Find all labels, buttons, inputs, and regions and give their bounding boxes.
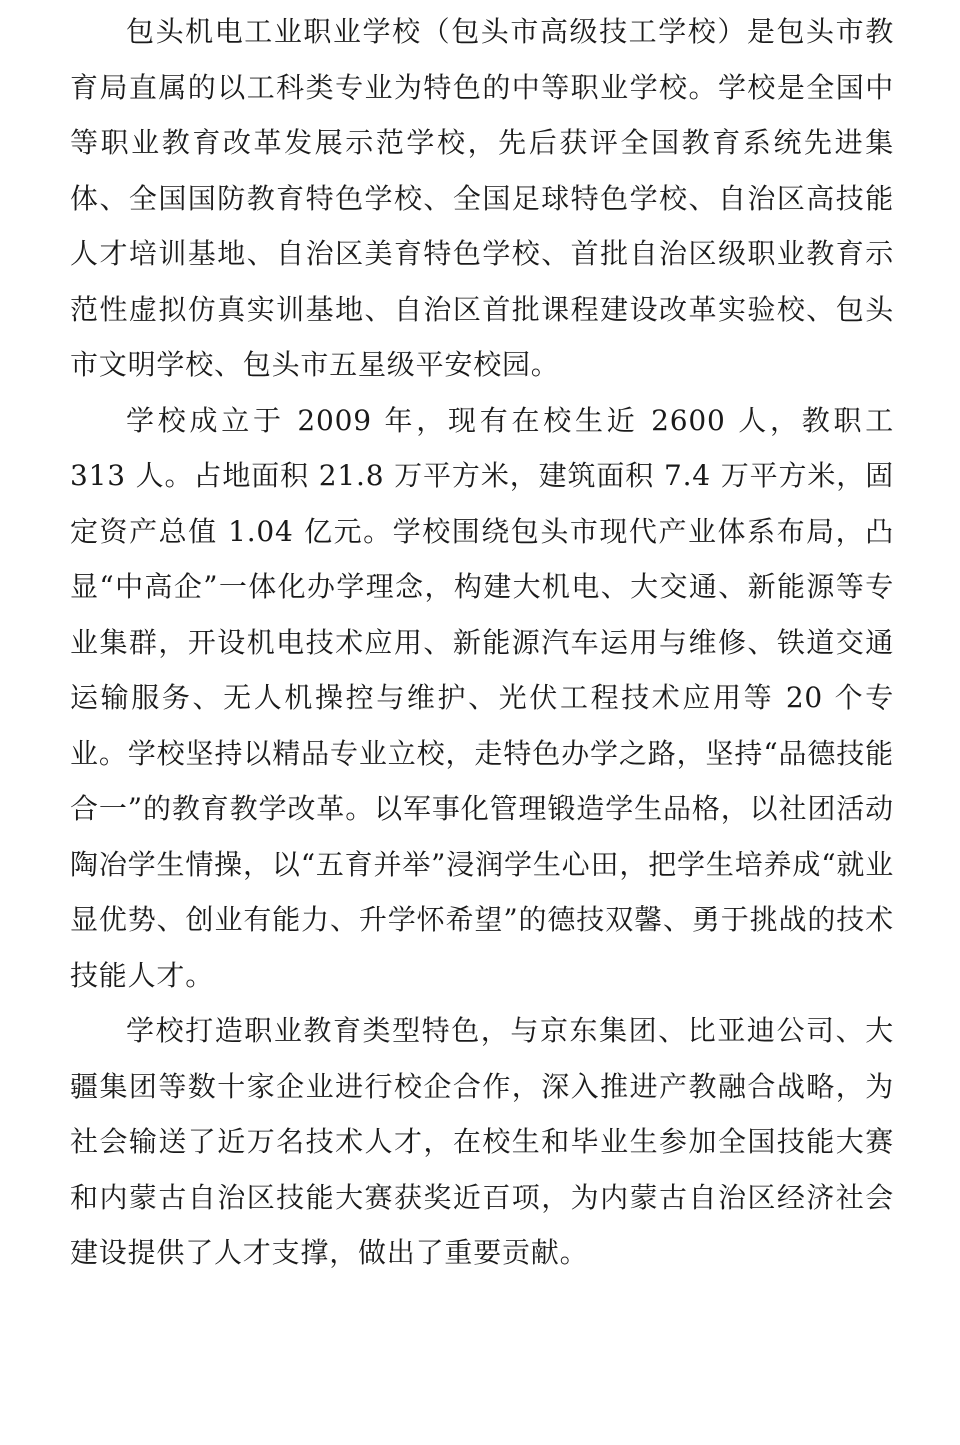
paragraph-school-facts: 学校成立于 2009 年，现有在校生近 2600 人，教职工 313 人。占地面积 21.8 万平方米，建筑面积 7.4 万平方米，固定资产总值 1.04 亿元。学校围绕包头市现代产业体系布局，凸显“中高企”一体化办学理念，构建大机电、大交通、新能源等专业集群，开设机电技术应用、新能源汽车运用与维修、铁道交通运输服务、无人机操控与维护、光伏工程技术应用等 20 个专业。学校坚持以精品专业立校，走特色办学之路，坚持“品德技能合一”的教育教学改革。以军事化管理锻造学生品格，以社团活动陶冶学生情操，以“五育并举”浸润学生心田，把学生培养成“就业显优势、创业有能力、升学怀希望”的德技双馨、勇于挑战的技术技能人才。 bbox=[70, 403, 894, 992]
paragraph-industry-cooperation: 学校打造职业教育类型特色，与京东集团、比亚迪公司、大疆集团等数十家企业进行校企合作，深入推进产教融合战略，为社会输送了近万名技术人才，在校生和毕业生参加全国技能大赛和内蒙古自治区技能大赛获奖近百项，为内蒙古自治区经济社会建设提供了人才支撑，做出了重要贡献。 bbox=[70, 1014, 894, 1269]
document-body bbox=[70, 4, 894, 1281]
paragraph-school-overview: 包头机电工业职业学校（包头市高级技工学校）是包头市教育局直属的以工科类专业为特色的中等职业学校。学校是全国中等职业教育改革发展示范学校，先后获评全国教育系统先进集体、全国国防教育特色学校、全国足球特色学校、自治区高技能人才培训基地、自治区美育特色学校、首批自治区级职业教育示范性虚拟仿真实训基地、自治区首批课程建设改革实验校、包头市文明学校、包头市五星级平安校园。 bbox=[70, 15, 894, 381]
